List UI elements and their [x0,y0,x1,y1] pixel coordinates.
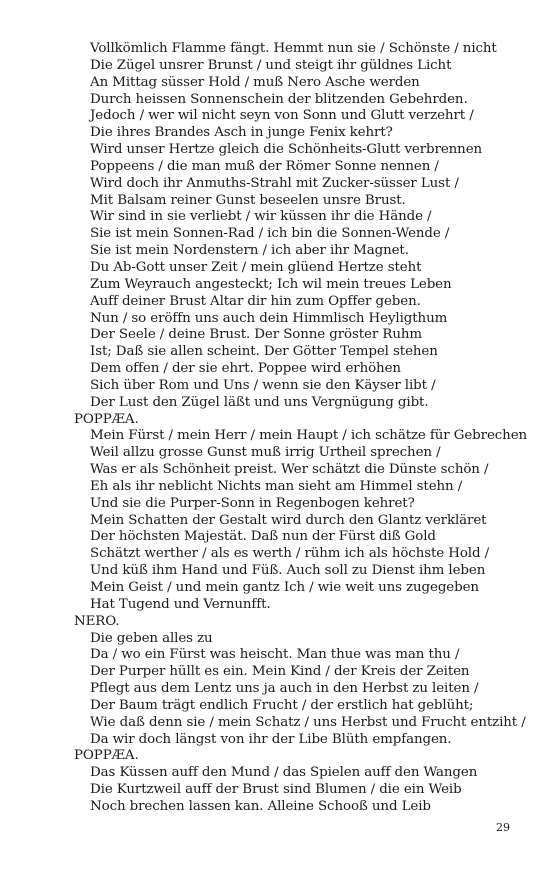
verse-line: Wird doch ihr Anmuths-Strahl mit Zucker-süsser Lust / [90,175,459,191]
verse-line: Und küß ihm Hand und Füß. Auch soll zu Dienst ihm leben [90,563,486,579]
verse-line: Mit Balsam reiner Gunst beseelen unsre Brust. [90,192,406,208]
verse-line: Mein Schatten der Gestalt wird durch den Glantz verkläret [90,512,487,528]
verse-line: Der höchsten Majestät. Daß nun der Fürst diß Gold [90,529,436,545]
verse-line: Pflegt aus dem Lentz uns ja auch in den Herbst zu leiten / [90,681,479,697]
speaker-name: POPPÆA. [74,748,139,764]
verse-line: Jedoch / wer wil nicht seyn von Sonn und Glutt verzehrt / [90,108,474,124]
verse-line: Nun / so eröffn uns auch dein Himmlisch Heyligthum [90,310,448,326]
verse-line: Wird unser Hertze gleich die Schönheits-Glutt verbrennen [90,142,483,158]
verse-line: Der Seele / deine Brust. Der Sonne gröster Ruhm [90,327,422,343]
verse-line: Ist; Daß sie allen scheint. Der Götter Tempel stehen [90,344,438,360]
verse-line: Die geben alles zu [90,630,213,646]
verse-line: Die Zügel unsrer Brunst / und steigt ihr güldnes Licht [90,57,452,73]
verse-line: Der Baum trägt endlich Frucht / der erstlich hat geblüht; [90,697,474,713]
speaker-name: NERO. [74,613,120,629]
verse-line: An Mittag süsser Hold / muß Nero Asche werden [90,74,420,90]
verse-line: Eh als ihr neblicht Nichts man sieht am Himmel stehn / [90,478,463,494]
verse-line: Sie ist mein Nordenstern / ich aber ihr Magnet. [90,243,409,259]
verse-line: Die ihres Brandes Asch in junge Fenix kehrt? [90,125,393,141]
verse-line: Da wir doch längst von ihr der Libe Blüth empfangen. [90,731,452,747]
play-text [74,41,544,816]
verse-line: Auff deiner Brust Altar dir hin zum Opffer geben. [90,293,421,309]
verse-line: Der Purper hüllt es ein. Mein Kind / der Kreis der Zeiten [90,664,470,680]
verse-line: Mein Fürst / mein Herr / mein Haupt / ich schätze für Gebrechen [90,428,528,444]
verse-line: Mein Geist / und mein gantz Ich / wie weit uns zugegeben [90,580,479,595]
verse-line: Du Ab-Gott unser Zeit / mein glüend Hertze steht [90,259,422,275]
verse-line: Die Kurtzweil auff der Brust sind Blumen / die ein Weib [90,782,462,798]
verse-line: Weil allzu grosse Gunst muß irrig Urtheil sprechen / [90,445,441,461]
verse-line: Sich über Rom und Uns / wenn sie den Käyser libt / [90,377,436,393]
verse-line: Poppeens / die man muß der Römer Sonne nennen / [90,158,439,174]
verse-line: Hat Tugend und Vernunfft. [90,596,271,612]
verse-line: Und sie die Purper-Sonn in Regenbogen kehret? [90,495,415,511]
verse-line: Da / wo ein Fürst was heischt. Man thue was man thu / [90,647,460,663]
verse-line: Der Lust den Zügel läßt und uns Vergnügung gibt. [90,394,429,410]
verse-line: Wir sind in sie verliebt / wir küssen ihr die Hände / [90,209,432,225]
verse-line: Durch heissen Sonnenschein der blitzenden Gebehrden. [90,91,468,107]
page-number: 29 [496,821,510,834]
speaker-name: POPPÆA. [74,411,139,427]
verse-line: Was er als Schönheit preist. Wer schätzt die Dünste schön / [90,462,489,478]
verse-line: Schätzt werther / als es werth / rühm ich als höchste Hold / [90,546,490,562]
verse-line: Zum Weyrauch angesteckt; Ich wil mein treues Leben [90,276,452,292]
verse-line: Dem offen / der sie ehrt. Poppee wird erhöhen [90,361,401,377]
verse-line: Vollkömlich Flamme fängt. Hemmt nun sie / Schönste / nicht [90,41,497,56]
verse-line: Sie ist mein Sonnen-Rad / ich bin die Sonnen-Wende / [90,226,450,242]
verse-line: Wie daß denn sie / mein Schatz / uns Herbst und Frucht entziht / [90,714,526,730]
verse-line: Das Küssen auff den Mund / das Spielen auff den Wangen [90,765,478,781]
verse-line: Noch brechen lassen kan. Alleine Schooß und Leib [90,798,431,814]
